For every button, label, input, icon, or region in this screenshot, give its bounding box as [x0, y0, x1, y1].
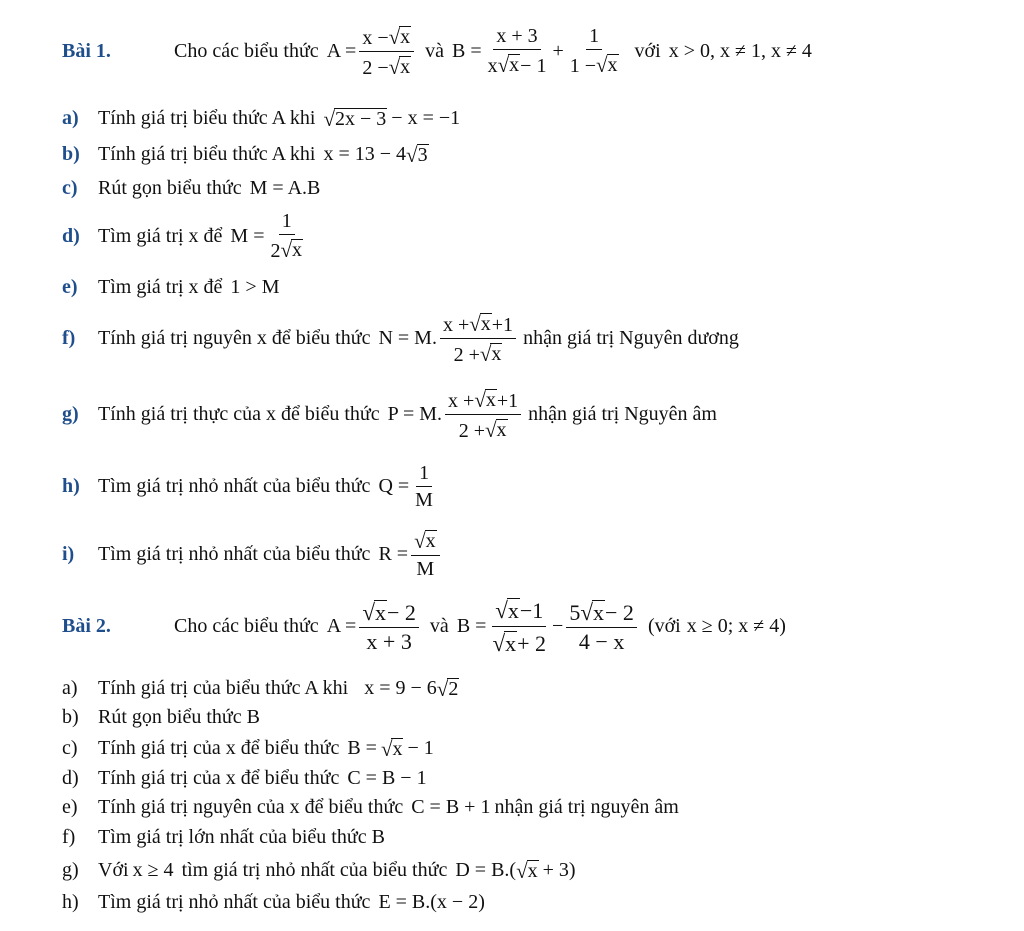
bai2-A-den: x + 3 [366, 629, 412, 654]
bai1-f-lhs: N = M. [378, 326, 437, 349]
bai2-B-num1-tail: −1 [519, 598, 544, 624]
item-text: Tính giá trị của biểu thức A khi [98, 676, 349, 699]
bai2-B-den1-tail: + 2 [517, 630, 547, 656]
bai2-label: Bài 2. [62, 614, 111, 637]
bai2-g-head: D = B.( [455, 858, 517, 881]
bai1-d-den-2: 2 [270, 240, 281, 262]
bai2-B-den1-sqrt: x [505, 630, 517, 656]
bai1-d-num: 1 [279, 210, 295, 235]
sqrt-symbol: √ x [495, 597, 519, 624]
item-pre: Với [98, 858, 129, 881]
item-label: e) [62, 795, 78, 818]
bai1-expr-B [452, 25, 625, 77]
bai2-item-e [62, 793, 679, 821]
sqrt-symbol: √ x [492, 629, 517, 656]
bai2-B-fraction-2 [566, 598, 637, 654]
bai2-item-d [62, 764, 427, 792]
bai1-item-f [62, 306, 739, 370]
bai1-h-num: 1 [416, 462, 432, 487]
bai1-i-num-sqrt: x [425, 530, 436, 552]
bai1-expr-A [327, 24, 417, 79]
bai2-c-head: B = [347, 736, 377, 759]
bai2-d-math: C = B − 1 [347, 766, 427, 789]
item-text: Tính giá trị của x để biểu thức [98, 736, 340, 759]
bai1-condition: x > 0, x ≠ 1, x ≠ 4 [668, 39, 812, 62]
bai2-c-sqrt: x [392, 738, 403, 760]
bai1-label: Bài 1. [62, 39, 111, 62]
bai1-A-den-sqrt: x [400, 55, 411, 78]
item-label: f) [62, 326, 76, 349]
sqrt-symbol: √ 2x − 3 [323, 107, 387, 131]
bai1-f-math [378, 311, 519, 366]
bai2-expr-B [457, 596, 640, 655]
bai1-h-lhs: Q = [378, 474, 410, 497]
bai1-A-num-x: x − [362, 26, 389, 49]
bai1-item-c [62, 174, 320, 202]
bai1-B-plus: + [552, 39, 564, 62]
bai2-expr-A [327, 598, 422, 654]
bai2-h-math: E = B.(x − 2) [378, 890, 485, 913]
bai1-B-fraction-1 [485, 25, 550, 77]
bai1-h-math [378, 462, 439, 511]
frac-den-head: 2 + [458, 419, 485, 442]
bai2-item-c [62, 734, 434, 762]
item-text: Tính giá trị nguyên của x để biểu thức [98, 795, 404, 818]
bai2-a-math [364, 676, 459, 700]
bai2-g-sqrt: x [527, 860, 538, 882]
frac-num-head: x + [448, 389, 475, 412]
bai2-intro: Cho các biểu thức [174, 614, 319, 637]
bai2-B-minus: − [552, 614, 564, 637]
sqrt-symbol: √ x [380, 737, 403, 761]
sqrt-symbol: √ x [414, 529, 436, 553]
frac-den-sqrt: x [496, 418, 507, 441]
bai2-item-b [62, 703, 260, 731]
bai2-header [62, 592, 786, 660]
bai1-item-h [62, 456, 439, 516]
sqrt-symbol: √ x [596, 53, 618, 77]
bai1-A-lhs: A = [326, 39, 357, 62]
sqrt-symbol: √ x [469, 311, 491, 336]
frac-den-sqrt: x [491, 342, 502, 365]
item-label: h) [62, 890, 79, 913]
frac-num-head: x + [442, 313, 470, 336]
item-text: Tính giá trị của x để biểu thức [98, 766, 340, 789]
bai1-A-den-2: 2 − [362, 56, 389, 79]
item-label: d) [62, 224, 80, 247]
bai2-item-a [62, 674, 459, 702]
frac-num-sqrt: x [480, 312, 491, 335]
item-label: f) [62, 825, 76, 848]
bai2-g-math [455, 858, 575, 882]
bai1-A-fraction [359, 24, 414, 79]
item-text: Tìm giá trị lớn nhất của biểu thức B [98, 825, 385, 848]
bai1-B-lhs: B = [452, 39, 482, 62]
bai1-B-fraction-2 [567, 25, 622, 77]
item-text: Tìm giá trị nhỏ nhất của biểu thức [98, 474, 371, 497]
bai1-g-math [388, 387, 525, 442]
bai2-c-math [347, 736, 433, 760]
item-text: Tính giá trị thực của x để biểu thức [98, 402, 380, 425]
sqrt-symbol: √ x [484, 417, 507, 442]
bai2-va: và [429, 614, 449, 637]
item-label: d) [62, 766, 79, 789]
bai2-B-fraction-1 [489, 596, 549, 655]
bai1-intro: Cho các biểu thức [174, 39, 319, 62]
bai1-h-den: M [415, 488, 433, 511]
bai1-f-fraction [440, 311, 516, 366]
sqrt-symbol: √ x [388, 54, 411, 79]
item-label: c) [62, 736, 78, 759]
bai1-A-num-sqrt: x [400, 25, 411, 48]
item-label: g) [62, 858, 79, 881]
frac-num-sqrt: x [485, 388, 496, 411]
sqrt-symbol: √ x [280, 238, 303, 262]
bai2-A-num-tail: − 2 [387, 599, 416, 625]
bai2-a-head: x = 9 − 6 [364, 676, 437, 699]
frac-num-tail: +1 [491, 313, 514, 336]
bai1-i-math [378, 528, 442, 580]
item-tail: nhận giá trị Nguyên âm [528, 402, 717, 425]
bai2-B-lhs: B = [456, 614, 487, 637]
bai1-b-math [323, 142, 428, 166]
sqrt-symbol: √ 2 [436, 677, 459, 701]
bai1-h-fraction [412, 462, 436, 511]
item-text: Tính giá trị biểu thức A khi [98, 106, 316, 129]
bai1-item-g [62, 382, 717, 446]
bai1-item-i [62, 522, 443, 586]
bai2-g-tail: + 3) [542, 858, 576, 881]
bai1-a-sqrt: 2x − 3 [335, 108, 387, 130]
bai1-item-e [62, 273, 279, 301]
bai2-A-fraction [359, 598, 419, 654]
bai2-B-num2-5: 5 [569, 599, 581, 625]
bai2-B-num1-sqrt: x [507, 598, 519, 624]
bai1-b-head: x = 13 − 4 [323, 142, 407, 165]
bai2-condition: x ≥ 0; x ≠ 4) [686, 614, 786, 637]
item-label: c) [62, 176, 78, 199]
bai1-B-num1: x + 3 [493, 25, 540, 50]
bai1-B-den1-tail: − 1 [520, 55, 547, 77]
bai1-voi: với [634, 39, 661, 62]
bai2-item-h [62, 888, 485, 916]
bai1-d-lhs: M = [230, 224, 265, 247]
item-text: Tìm giá trị x để [98, 224, 223, 247]
bai2-A-num-sqrt: x [375, 599, 386, 625]
item-label: e) [62, 275, 78, 298]
bai1-B-den2-1: 1 − [569, 55, 597, 77]
sqrt-symbol: √ x [362, 598, 386, 625]
bai1-d-math [230, 210, 309, 262]
frac-den-head: 2 + [453, 343, 480, 366]
bai1-d-fraction [267, 210, 306, 262]
bai2-item-f [62, 823, 385, 851]
bai1-item-b [62, 140, 429, 168]
bai2-A-lhs: A = [326, 614, 357, 637]
bai2-a-sqrt: 2 [448, 678, 459, 700]
bai2-c-tail: − 1 [407, 736, 434, 759]
bai1-d-den-sqrt: x [292, 239, 303, 261]
bai1-e-math: 1 > M [230, 275, 280, 298]
bai2-item-g [62, 855, 576, 885]
sqrt-symbol: √ x [388, 24, 411, 49]
bai2-cond-open: (với [647, 614, 681, 637]
item-tail: nhận giá trị nguyên âm [494, 795, 679, 818]
sqrt-symbol: √ x [497, 53, 520, 77]
bai1-header [62, 18, 812, 84]
sqrt-symbol: √ x [474, 387, 496, 412]
bai1-va: và [425, 39, 445, 62]
sqrt-symbol: √ x [479, 341, 502, 366]
item-text: Rút gọn biểu thức B [98, 705, 260, 728]
item-label: a) [62, 106, 79, 129]
item-text: Tìm giá trị nhỏ nhất của biểu thức [98, 542, 371, 565]
bai1-i-lhs: R = [378, 542, 409, 565]
item-pre-math: x ≥ 4 [132, 858, 174, 881]
item-text: Rút gọn biểu thức [98, 176, 242, 199]
item-text: Tính giá trị biểu thức A khi [98, 142, 316, 165]
bai1-item-a [62, 104, 460, 132]
item-label: a) [62, 676, 78, 699]
bai2-e-math: C = B + 1 [411, 795, 491, 818]
bai1-g-lhs: P = M. [387, 402, 443, 425]
bai1-g-fraction [445, 387, 521, 442]
bai1-a-tail: − x = −1 [391, 106, 461, 129]
item-tail: nhận giá trị Nguyên dương [523, 326, 739, 349]
bai1-c-math: M = A.B [249, 176, 321, 199]
bai1-B-den2-sqrt: x [607, 54, 618, 76]
bai1-i-fraction [411, 528, 440, 580]
item-label: b) [62, 142, 80, 165]
bai1-B-den1-sqrt: x [509, 54, 520, 76]
bai2-B-num2-tail: − 2 [605, 599, 634, 625]
sqrt-symbol: √ x [516, 859, 538, 883]
bai1-B-num2: 1 [586, 25, 602, 50]
item-text: Tìm giá trị x để [98, 275, 223, 298]
sqrt-symbol: √ x [580, 598, 605, 625]
item-text: Tính giá trị nguyên x để biểu thức [98, 326, 371, 349]
bai1-B-den1-x: x [487, 55, 498, 77]
bai1-i-den: M [416, 558, 435, 580]
item-label: b) [62, 705, 79, 728]
item-label: g) [62, 402, 79, 425]
item-label: h) [62, 474, 80, 497]
sqrt-symbol: √ 3 [406, 143, 428, 167]
item-label: i) [62, 542, 75, 565]
bai1-b-sqrt: 3 [417, 144, 428, 166]
frac-num-tail: +1 [496, 389, 519, 412]
item-text: Tìm giá trị nhỏ nhất của biểu thức [98, 890, 371, 913]
item-text: tìm giá trị nhỏ nhất của biểu thức [181, 858, 448, 881]
bai2-B-den2: 4 − x [578, 629, 625, 654]
bai1-item-d [62, 206, 309, 266]
bai2-B-num2-sqrt: x [593, 599, 605, 625]
bai1-a-math [323, 106, 460, 130]
